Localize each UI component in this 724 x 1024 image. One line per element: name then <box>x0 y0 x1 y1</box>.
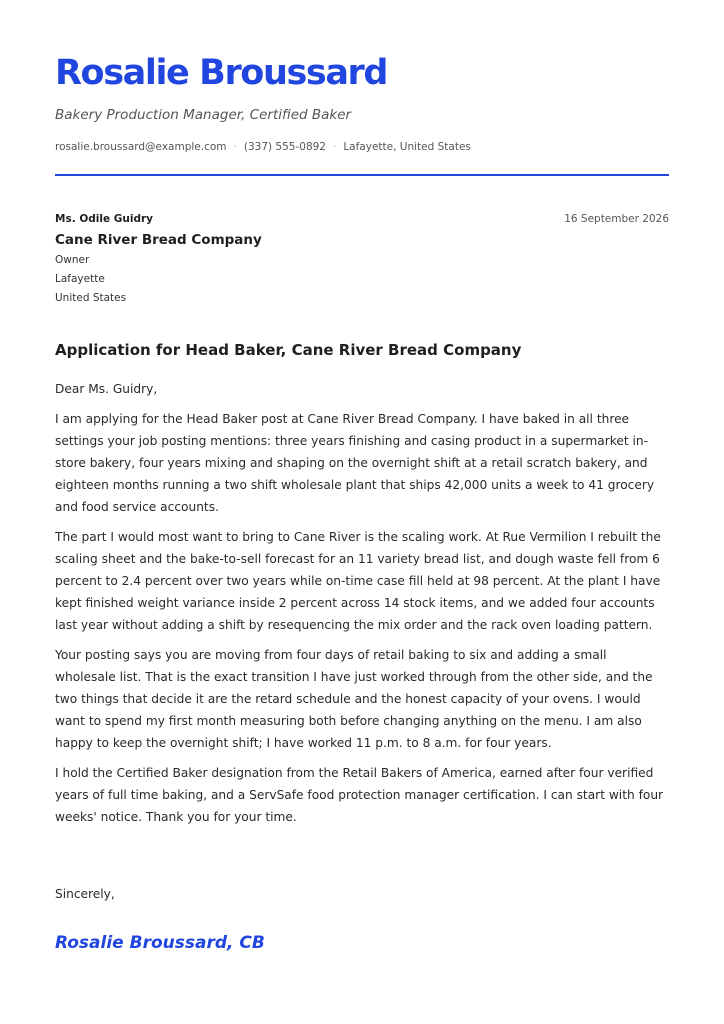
recipient-company: Cane River Bread Company <box>55 232 262 248</box>
cover-letter-page <box>55 0 669 1024</box>
recipient-country: United States <box>55 292 127 304</box>
letter-subject: Application for Head Baker, Cane River Bread Company <box>55 341 522 359</box>
paragraph: I hold the Certified Baker designation from the Retail Bakers of America, earned after four verified years of full time baking, and a ServSafe food protection manager certification. I can start with four weeks' notice. Thank you for your time. <box>55 766 664 824</box>
greeting: Dear Ms. Guidry, <box>55 382 158 396</box>
phone-number: (337) 555-0892 <box>243 141 326 153</box>
contact-separator: · <box>332 141 337 153</box>
applicant-name: Rosalie Broussard <box>55 53 388 93</box>
location: Lafayette, United States <box>343 141 471 153</box>
signature: Rosalie Broussard, CB <box>55 933 265 953</box>
applicant-title: Bakery Production Manager, Certified Baker <box>55 107 352 123</box>
letter-date: 16 September 2026 <box>564 213 669 225</box>
recipient-role: Owner <box>55 254 90 266</box>
paragraph: I am applying for the Head Baker post at Cane River Bread Company. I have baked in all three settings your job posting mentions: three years finishing and casing product in a supermarket in-store bakery, four years mixing and shaping on the overnight shift at a retail scratch bakery, and eighteen months running a two shift wholesale plant that ships 42,000 units a week to 41 grocery and food service accounts. <box>55 412 655 514</box>
header-divider <box>55 174 669 176</box>
recipient-city: Lafayette <box>55 273 105 285</box>
contact-line <box>55 139 471 155</box>
email-link[interactable]: rosalie.broussard@example.com <box>55 141 227 153</box>
letter-body <box>55 378 669 836</box>
paragraph: Your posting says you are moving from four days of retail baking to six and adding a small wholesale list. That is the exact transition I have just worked through from the other side, and the two things that decide it are the retard schedule and the honest capacity of your ovens. I would want to spend my first month measuring both before changing anything on the menu. I am also happy to keep the overnight shift; I have worked 11 p.m. to 8 a.m. for four years. <box>55 648 653 750</box>
contact-separator: · <box>233 141 237 153</box>
paragraph: The part I would most want to bring to Cane River is the scaling work. At Rue Vermilion I rebuilt the scaling sheet and the bake-to-sell forecast for an 11 variety bread list, and dough waste fell from 6 percent to 2.4 percent over two years while on-time case fill held at 98 percent. At the plant I have kept finished weight variance inside 2 percent across 14 stock items, and we added four accounts last year without adding a shift by resequencing the mix order and the rack oven loading pattern. <box>55 530 661 632</box>
closing: Sincerely, <box>55 887 115 901</box>
recipient-name: Ms. Odile Guidry <box>55 213 153 225</box>
